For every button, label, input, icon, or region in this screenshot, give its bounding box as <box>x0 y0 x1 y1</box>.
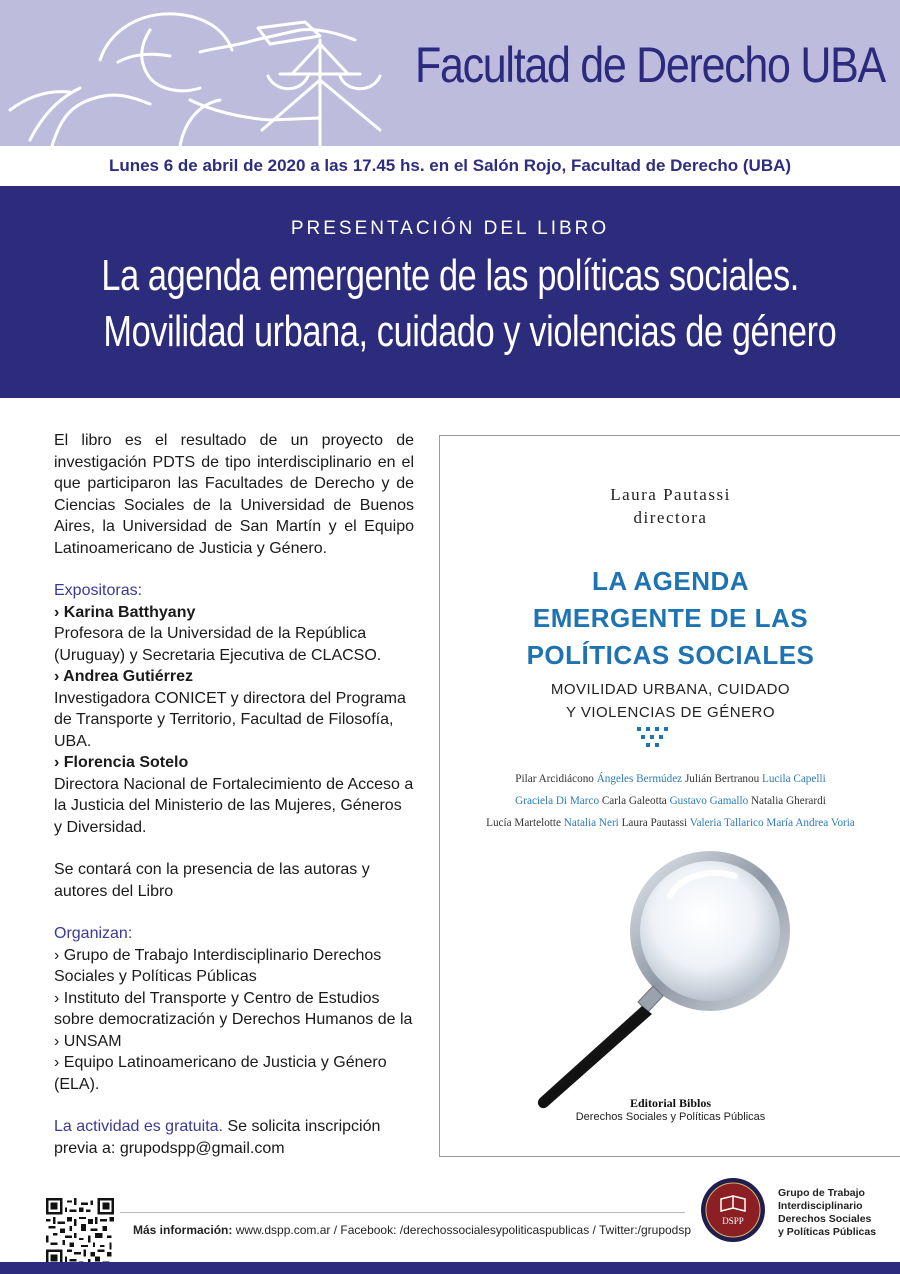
dspp-logo <box>700 1177 766 1243</box>
dspp-logo-text: DSPP <box>722 1216 744 1226</box>
header-title: Facultad de Derecho UBA <box>415 37 885 93</box>
footer-info <box>133 1223 691 1237</box>
group-name-line: Interdisciplinario <box>778 1200 863 1212</box>
footer-divider <box>120 1212 685 1213</box>
event-date-line: Lunes 6 de abril de 2020 a las 17.45 hs. en el Salón Rojo, Facultad de Derecho (UBA) <box>0 146 900 186</box>
presence-note: Se contará con la presencia de las autoras y autores del Libro <box>54 861 370 900</box>
contributor: Natalia Gherardi <box>750 795 826 807</box>
speaker-description: Profesora de la Universidad de la República (Uruguay) y Secretaria Ejecutiva de CLACSO. <box>54 625 382 664</box>
event-description <box>54 430 414 1159</box>
speakers-heading: Expositoras: <box>54 582 143 599</box>
cover-contributors <box>460 768 881 834</box>
contributor: Lucila Capelli <box>762 773 826 785</box>
contributor: Valeria Tallarico <box>689 817 764 829</box>
cover-author <box>440 483 900 529</box>
lady-justice-illustration <box>0 0 420 146</box>
speaker-name: › Andrea Gutiérrez <box>54 668 193 685</box>
magnifying-glass-icon <box>520 836 820 1116</box>
cover-author-role: directora <box>633 508 708 527</box>
contributor: Ángeles Bermúdez <box>596 773 683 785</box>
contributor: Laura Pautassi <box>621 817 688 829</box>
contributor: Carla Galeotta <box>601 795 667 807</box>
book-title-line1: La agenda emergente de las políticas sociales. <box>101 251 799 300</box>
group-name-line: y Políticas Públicas <box>778 1226 877 1238</box>
title-band <box>0 186 900 398</box>
contributor: Julián Bertranou <box>684 773 760 785</box>
bottom-bar <box>0 1262 900 1274</box>
group-name <box>778 1187 876 1239</box>
contributor: Graciela Di Marco <box>515 795 600 807</box>
header-banner <box>0 0 900 146</box>
cover-subtitle <box>440 678 900 724</box>
contributor: Natalia Neri <box>563 817 619 829</box>
speaker-name: › Florencia Sotelo <box>54 754 189 771</box>
cover-publisher: Editorial Biblos <box>629 1096 712 1110</box>
cover-subtitle-line: MOVILIDAD URBANA, CUIDADO <box>550 681 791 698</box>
organizer-item: › Equipo Latinoamericano de Justicia y Género (ELA). <box>54 1054 387 1093</box>
book-cover <box>439 435 900 1157</box>
group-name-line: Grupo de Trabajo <box>778 1187 865 1199</box>
free-label: La actividad es gratuita. <box>54 1118 223 1135</box>
book-title-line2: Movilidad urbana, cuidado y violencias de género <box>103 307 837 356</box>
group-name-line: Derechos Sociales <box>778 1213 872 1225</box>
cover-collection: Derechos Sociales y Políticas Públicas <box>575 1111 766 1123</box>
contributor: Lucía Martelotte <box>486 817 561 829</box>
triangle-dots-ornament <box>636 726 668 750</box>
registration-text: Se solicita inscripción previa a: grupodspp@gmail.com <box>54 1118 381 1157</box>
band-kicker: PRESENTACIÓN DEL LIBRO <box>290 218 610 239</box>
qr-code-icon <box>46 1198 114 1266</box>
cover-title-line: POLÍTICAS SOCIALES <box>526 640 815 670</box>
cover-title-line: EMERGENTE DE LAS <box>532 603 809 633</box>
speaker-name: › Karina Batthyany <box>54 603 196 621</box>
cover-title <box>440 563 900 674</box>
speaker-description: Directora Nacional de Fortalecimiento de Acceso a la Justicia del Ministerio de las Mujeres, Géneros y Diversidad. <box>54 775 414 836</box>
intro-paragraph: El libro es el resultado de un proyecto de investigación PDTS de tipo interdisciplinario en el que participaron las Facultades de Derecho y de Ciencias Sociales de la Universidad de Buenos Aires, la Universidad de San Martín y el Equipo Latinoamericano de Justicia y Género. <box>54 432 414 557</box>
contributor: Pilar Arcidiácono <box>515 773 594 785</box>
footer-more-label: Más información: <box>133 1223 233 1237</box>
speaker-description: Investigadora CONICET y directora del Programa de Transporte y Territorio, Facultad de Filosofía, UBA. <box>54 689 406 750</box>
registration-note <box>54 1116 414 1159</box>
contributor: María Andrea Voria <box>766 817 855 829</box>
organizers-heading: Organizan: <box>54 925 133 942</box>
cover-title-line: LA AGENDA <box>591 566 750 596</box>
contributor: Gustavo Gamallo <box>669 795 749 807</box>
cover-subtitle-line: Y VIOLENCIAS DE GÉNERO <box>565 704 776 721</box>
organizer-item: › Instituto del Transporte y Centro de Estudios sobre democratización y Derechos Humanos de la › UNSAM <box>54 989 413 1050</box>
organizer-item: › Grupo de Trabajo Interdisciplinario Derechos Sociales y Políticas Públicas <box>54 946 382 985</box>
footer-links: www.dspp.com.ar / Facebook: /derechossocialesypoliticaspublicas / Twitter:/grupodsp <box>232 1223 692 1237</box>
cover-author-name: Laura Pautassi <box>610 485 731 504</box>
book-title <box>0 248 900 360</box>
